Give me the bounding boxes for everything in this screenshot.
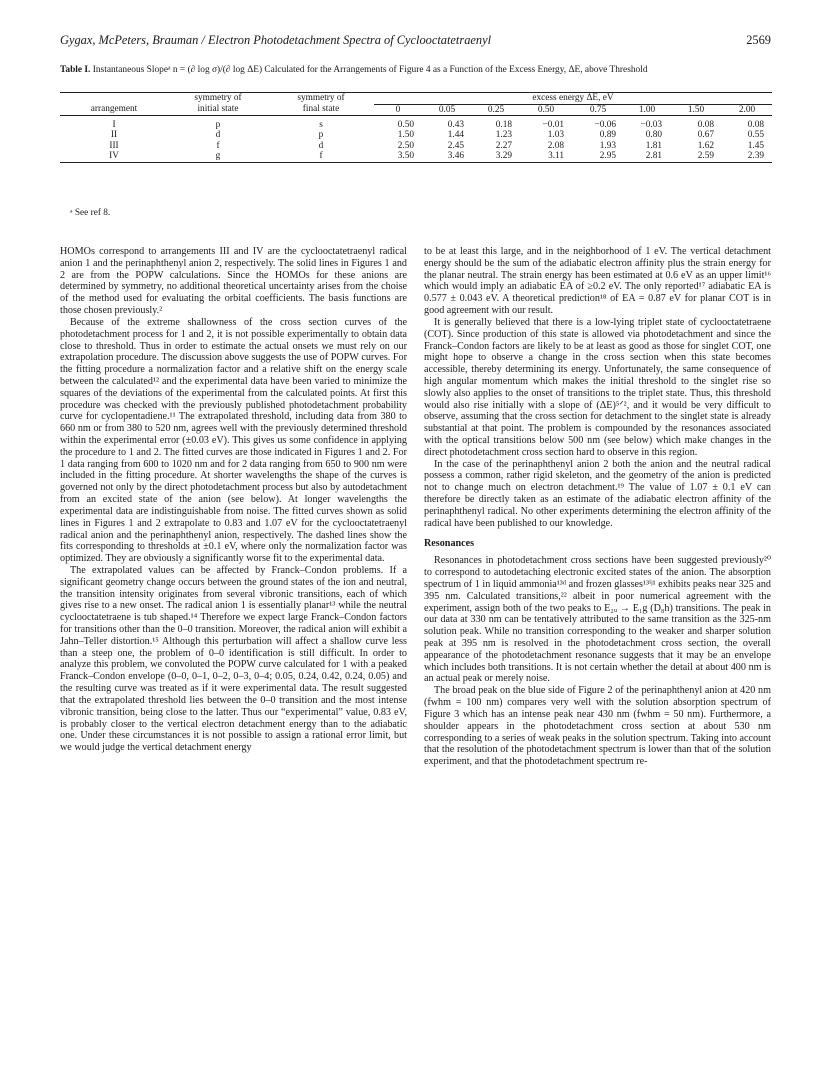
cell-value: 1.23 [495, 130, 512, 141]
header-energy: 1.50 [670, 104, 722, 116]
cell-value: 2.50 [397, 140, 414, 151]
cell-final: d [318, 140, 324, 151]
cell-value: −0.06 [594, 119, 616, 130]
cell-value: 2.39 [722, 151, 772, 162]
cell-value: 0.80 [645, 130, 662, 141]
cell-value: 2.95 [572, 151, 624, 162]
table-caption [60, 65, 772, 76]
cell-initial: f [216, 140, 220, 151]
header-sym-final-1: symmetry of [268, 93, 374, 105]
paragraph: The broad peak on the blue side of Figure 2 of the perinaphthenyl anion at 420 nm (fwhm = 100 nm) compares very well with the solution absorption spectrum of Figure 3 which has an intense peak near 430 nm (fwhm = 50 nm). Furthermore, a shoulder appears in the photodetachment cross section at about 530 nm corresponding to a series of weak peaks in the solution spectrum. Taking into account that the resolution of the photodetachment spectrum is lower than that of the solution experiment, and that the photodetachment spectrum re- [424, 685, 771, 768]
header-energy: 0.25 [472, 104, 520, 116]
header-sym-initial-2: initial state [168, 104, 268, 116]
table-caption-label: Table I. [60, 65, 91, 75]
table-row [60, 141, 772, 152]
paragraph: It is generally believed that there is a low-lying triplet state of cyclooctatetraene (COT). Since production of this state is allowed via photodetachment and since the Franck–Condon factors are likely to be at least as good as those for singlet COT, one might hope to observe a change in the cross section when this state becomes accessible, thereby determining its energy. Unfortunately, the same consequence of high angular momentum which makes the initial threshold to the singlet rise so slowly also applies to the onset of transitions to the triplet state. Thus, this threshold would also rise initially with a slope of (ΔE)⁵ᐟ², and it would be very difficult to observe, assuming that the cross section for detachment to the singlet state is already substantial at that point. The problem is compounded by the resonances associated with the optical transitions below 500 nm (see below) which make changes in the direct photodetachment cross section hard to observe in this region. [424, 316, 771, 458]
cell-value: 2.59 [670, 151, 722, 162]
cell-arrangement: II [110, 130, 118, 141]
cell-value: 0.18 [495, 119, 512, 130]
header-arrangement: arrangement [60, 104, 168, 116]
cell-value: 1.81 [645, 140, 662, 151]
header-energy: 0.50 [520, 104, 572, 116]
paragraph: HOMOs correspond to arrangements III and IV are the cyclooctatetraenyl radical anion 1 and the perinaphthenyl anion 2, respectively. The solid lines in Figures 1 and 2 are from the POPW calculations. Since the HOMOs for these anions are determined by symmetry, no additional theoretical uncertainty arises from the choise of the method used for evaluating the orbital coefficients. The basis functions are those chosen previously.² [60, 246, 407, 317]
table-row [60, 130, 772, 141]
cell-arrangement: IV [60, 151, 168, 162]
cell-arrangement: III [109, 140, 119, 151]
cell-value: 1.50 [397, 130, 414, 141]
paragraph: Because of the extreme shallowness of the cross section curves of the photodetachment process for 1 and 2, it is not possible experimentally to obtain data close to threshold. Thus in order to estimate the actual onsets we must rely on our extrapolation procedure. The discussion above suggests the use of POPW curves. For the fitting procedure a normalization factor and a relative shift on the energy scale between the calculated¹² and the experimental data have been varied to minimize the squares of the deviations of the experimental from the calculated points. At first this procedure was checked with the previously published photodetachment probability curve for cyclopentadiene.¹¹ The extrapolated threshold, including data from 380 to 660 nm or from 380 to 520 nm, agrees well with the previously determined threshold within the experimental error (±0.03 eV). This gives us some confidence in applying the procedure to 1 and 2. The fitted curves are those indicated in Figures 1 and 2. For 1 data ranging from 600 to 1020 nm and for 2 data ranging from 650 to 900 nm were included in the fitting procedure. At shorter wavelengths the shape of the curves is governed not only by the direct photodetachment process but also by autodetachment from an excited state of the anion (see below). At longer wavelengths the experimental data are indistinguishable from noise. The fitted curves shown as solid lines in Figures 1 and 2 extrapolate to 0.83 and 1.07 eV for the cyclooctatetraenyl radical anion and the perinaphthenyl anion, respectively. The dashed lines show the fits corresponding to thresholds at ±0.1 eV, where only the normalization factor was optimized. They are obviously a significantly worse fit to the experimental data. [60, 316, 407, 565]
paragraph: to be at least this large, and in the neighborhood of 1 eV. The vertical detachment energy should be the sum of the adiabatic electron affinity plus the strain energy for the planar neutral. The strain energy has been estimated at 0.6 eV as an upper limit¹⁶ which would imply an adiabatic EA of ≥0.2 eV. The only reported¹⁷ adiabatic EA is 0.577 ± 0.043 eV. A theoretical prediction¹⁸ of EA = 0.87 eV for planar COT is in good agreement with our result. [424, 246, 771, 317]
cell-arrangement: I [112, 119, 116, 130]
cell-value: 0.08 [697, 119, 714, 130]
right-column [424, 246, 771, 768]
cell-value: 0.89 [599, 130, 616, 141]
cell-value: 0.67 [697, 130, 714, 141]
header-excess-energy: excess energy ΔE, eV [374, 93, 772, 105]
running-title: Gygax, McPeters, Brauman / Electron Photodetachment Spectra of Cyclooctatetraenyl [60, 33, 492, 47]
table-caption-text: Instantaneous Slopeᵃ n = (∂ log σ)/(∂ log ΔE) Calculated for the Arrangements of Figure 4 as a Function of the Excess Energy, ΔE, above Threshold [92, 65, 648, 75]
header-sym-initial-1: symmetry of [168, 93, 268, 105]
paragraph: In the case of the perinaphthenyl anion 2 both the anion and the neutral radical possess a common, rather rigid skeleton, and the geometry of the anion is predicted not to change much on electron detachment.¹⁹ The value of 1.07 ± 0.1 eV can therefore be directly taken as an estimate of the adiabatic electron affinity of the perinaphthenyl radical. No other experiments determining the electron affinity of the radical have been published to our knowledge. [424, 458, 771, 529]
left-column [60, 246, 407, 754]
cell-value: 0.50 [397, 119, 414, 130]
cell-value: 1.62 [697, 140, 714, 151]
cell-value: 2.27 [495, 140, 512, 151]
section-heading: Resonances [424, 537, 475, 549]
cell-initial: p [215, 119, 221, 130]
cell-value: 2.45 [447, 140, 464, 151]
cell-value: 1.44 [447, 130, 464, 141]
cell-value: 0.43 [447, 119, 464, 130]
running-head [60, 33, 771, 48]
cell-value: 1.45 [747, 140, 764, 151]
cell-initial: g [168, 151, 268, 162]
cell-value: −0.03 [640, 119, 662, 130]
cell-value: 2.81 [624, 151, 670, 162]
page-number: 2569 [746, 33, 771, 47]
table-row [60, 120, 772, 131]
paragraph: The extrapolated values can be affected by Franck–Condon problems. If a significant geometry change occurs between the ground states of the ion and neutral, the transition intensity originates from several vibronic transitions, each of which gives rise to a new onset. The radical anion 1 is essentially planar¹³ while the neutral cyclooctatetraene is tub shaped.¹⁴ Therefore we expect large Franck–Condon factors for transitions other than the 0–0 transition. Moreover, the radical anion will exhibit a Jahn–Teller distortion.¹⁵ Although this perturbation will affect a shallow curve less than a steep one, the problem of 0–0 identification is still difficult. In order to analyze this problem, we convoluted the POPW curve calculated for 1 with a peaked Franck–Condon envelope (0–0, 0–1, 0–2, 0–3, 0–4; 0.05, 0.24, 0.42, 0.24, 0.05) and the resulting curve was treated as if it were experimental data. The result suggested that the extrapolated threshold lies between the 0–0 transition and the most intense vibronic transition, being close to the latter. Thus our “experimental” value, 0.83 eV, is probably closer to the vertical electron detachment energy than to the adiabatic one. Under these circumstances it is not possible to assign a rational error limit, but we would judge the vertical detachment energy [60, 564, 407, 754]
cell-value: 1.03 [547, 130, 564, 141]
cell-value: 2.08 [547, 140, 564, 151]
table-footnote: ᵃ See ref 8. [70, 208, 111, 218]
cell-final: p [318, 130, 324, 141]
header-sym-final-2: final state [268, 104, 374, 116]
cell-initial: d [215, 130, 221, 141]
cell-value: 3.29 [472, 151, 520, 162]
header-energy: 1.00 [624, 104, 670, 116]
header-energy: 0.75 [572, 104, 624, 116]
cell-value: −0.01 [542, 119, 564, 130]
header-energy: 2.00 [722, 104, 772, 116]
cell-value: 0.08 [747, 119, 764, 130]
cell-value: 0.55 [747, 130, 764, 141]
header-energy: 0 [374, 104, 422, 116]
table-row [60, 151, 772, 162]
cell-value: 3.46 [422, 151, 472, 162]
slope-table [60, 92, 772, 163]
cell-value: 3.11 [520, 151, 572, 162]
cell-final: s [319, 119, 323, 130]
header-energy: 0.05 [422, 104, 472, 116]
cell-value: 3.50 [374, 151, 422, 162]
cell-final: f [268, 151, 374, 162]
cell-value: 1.93 [599, 140, 616, 151]
paragraph: Resonances in photodetachment cross sections have been suggested previously²⁰ to correspond to autodetaching electronic excited states of the anion. The absorption spectrum of 1 in liquid ammonia¹³ᵈ and frozen glasses¹³ⁱʲ¹ exhibits peaks near 325 and 395 nm. Calculated transitions,²² albeit in poor numerical agreement with the experiment, assign both of the two peaks to E₂ᵤ → E₁g (D₈h) transitions. The peak in our data at 330 nm can be tentatively attributed to the same transition as the 325-nm solution peak. While no transition corresponding to the weaker and sharper solution peak at 395 nm is resolved in the photodetachment cross section, the overall appearance of the photodetachment resonance suggests that it may be an envelope which includes both transitions. It is not certain whether the detail at about 400 nm is an actual peak or merely noise. [424, 555, 771, 685]
